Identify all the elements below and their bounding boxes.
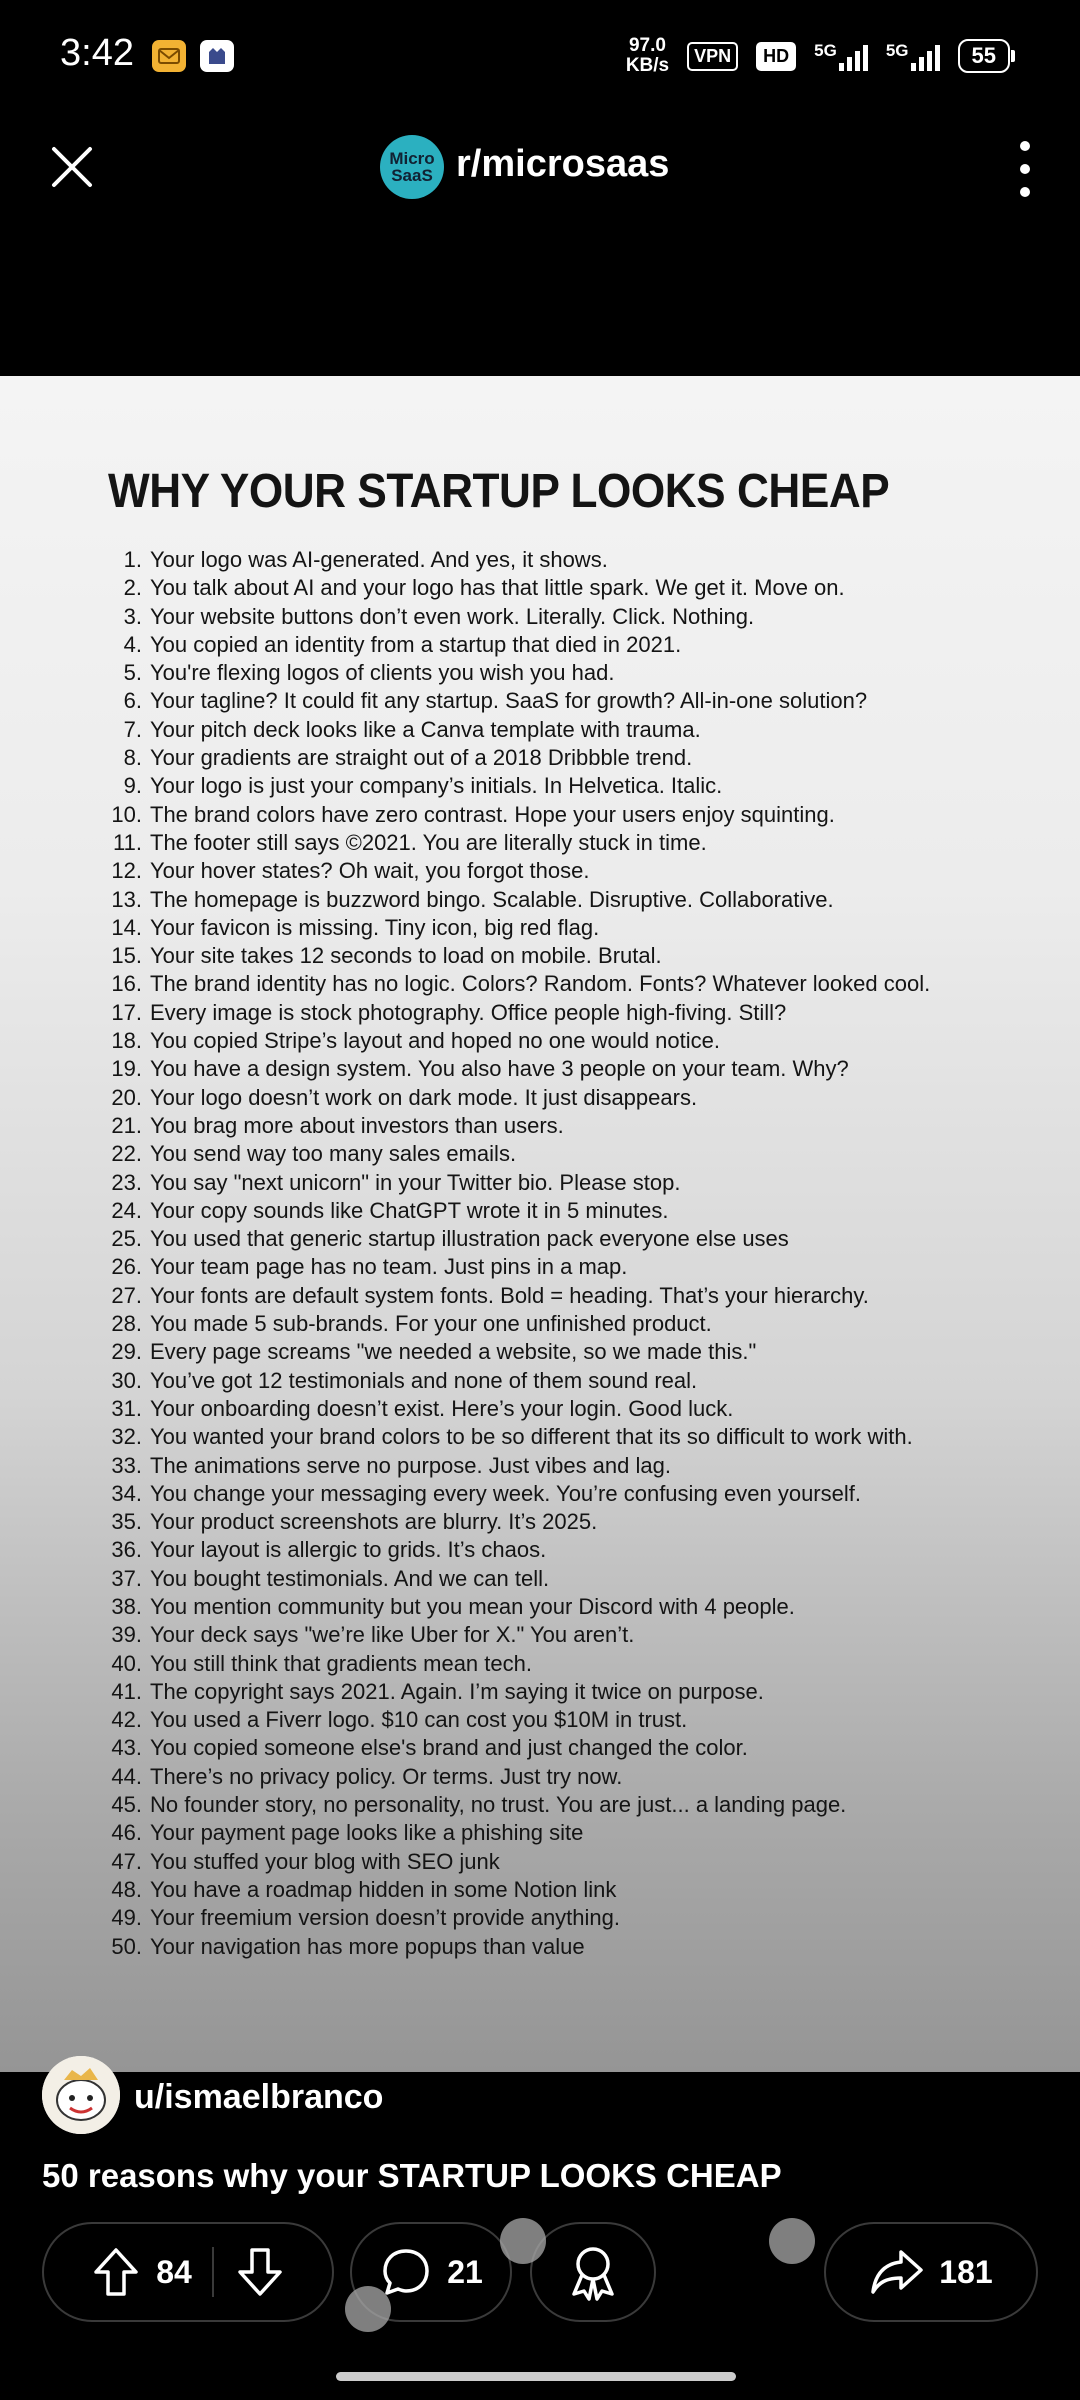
list-item-number: 20. [111,1084,142,1110]
arrow-up-icon [90,2244,142,2300]
list-item [100,631,1060,659]
list-item [100,1819,1060,1847]
list-item [100,1452,1060,1480]
vpn-badge: VPN [687,42,738,71]
list-item-number: 49. [111,1905,142,1931]
list-item [100,942,1060,970]
list-item-text: You wanted your brand colors to be so different that its so difficult to work with. [150,1424,913,1450]
list-item [100,970,1060,998]
list-item-text: Every image is stock photography. Office people high-fiving. Still? [150,999,787,1025]
vote-divider [212,2247,214,2297]
list-item-text: You used a Fiverr logo. $10 can cost you $10M in trust. [150,1707,688,1733]
comment-bubble-icon [379,2245,433,2299]
list-item-text: You copied someone else's brand and just changed the color. [150,1735,748,1761]
list-item-number: 10. [111,801,142,827]
list-item-number: 44. [111,1763,142,1789]
list-item-text: Your logo was AI-generated. And yes, it shows. [150,547,608,572]
list-item [100,1338,1060,1366]
list-item-number: 38. [111,1593,142,1619]
list-item-text: You copied an identity from a startup that died in 2021. [150,631,682,657]
home-indicator[interactable] [336,2372,736,2381]
list-item-number: 16. [111,971,142,997]
author-username[interactable]: u/ismaelbranco [134,2078,384,2116]
list-item-number: 39. [111,1622,142,1648]
list-item-number: 40. [111,1650,142,1676]
list-item-number: 14. [111,914,142,940]
subreddit-name[interactable]: r/microsaas [456,143,670,185]
more-options-button[interactable] [1010,141,1040,197]
list-item-number: 19. [111,1056,142,1082]
list-item [100,603,1060,631]
list-item-number: 3. [123,603,142,629]
post-title: 50 reasons why your STARTUP LOOKS CHEAP [42,2157,782,2194]
battery-indicator: 55 [958,39,1010,73]
list-item [100,1197,1060,1225]
list-item-text: You say "next unicorn" in your Twitter bio. Please stop. [150,1169,681,1195]
list-item-number: 28. [111,1311,142,1337]
list-item-number: 37. [111,1565,142,1591]
list-item [100,1621,1060,1649]
signal-2: 5G [886,41,940,71]
list-item-text: There’s no privacy policy. Or terms. Just try now. [150,1763,623,1789]
list-item-text: Your copy sounds like ChatGPT wrote it in 5 minutes. [150,1197,669,1223]
list-item [100,1367,1060,1395]
list-item-text: Your site takes 12 seconds to load on mobile. Brutal. [150,943,662,969]
list-item-number: 18. [111,1028,142,1054]
list-item-number: 8. [123,745,142,771]
award-button[interactable] [530,2222,656,2322]
list-item-text: Your tagline? It could fit any startup. SaaS for growth? All-in-one solution? [150,688,868,714]
list-item-text: The footer still says ©2021. You are literally stuck in time. [150,829,707,855]
list-item-text: Your website buttons don’t even work. Literally. Click. Nothing. [150,603,755,629]
list-item-number: 17. [111,999,142,1025]
list-item-number: 27. [111,1282,142,1308]
list-item-text: You brag more about investors than users. [150,1112,564,1138]
post-image[interactable] [0,376,1080,2072]
list-item [100,1282,1060,1310]
list-item-text: The homepage is buzzword bingo. Scalable. Disruptive. Collaborative. [150,886,834,912]
list-item-text: Your team page has no team. Just pins in a map. [150,1254,628,1280]
status-indicators [626,36,1010,76]
list-item [100,1084,1060,1112]
list-item-number: 11. [113,829,142,855]
list-item [100,1734,1060,1762]
list-item [100,1225,1060,1253]
list-item [100,1027,1060,1055]
status-time: 3:42 [60,32,134,74]
author-avatar[interactable] [42,2056,120,2134]
list-item-text: You still think that gradients mean tech. [150,1650,532,1676]
list-item [100,1395,1060,1423]
list-item-text: You have a roadmap hidden in some Notion link [150,1876,617,1902]
list-item-text: Your deck says "we’re like Uber for X." You aren’t. [150,1622,635,1648]
upvote-count: 84 [156,2253,192,2290]
list-item-number: 22. [111,1141,142,1167]
touch-indicator [769,2218,815,2264]
list-item [100,1933,1060,1961]
share-count: 181 [939,2253,993,2290]
image-title: WHY YOUR STARTUP LOOKS CHEAP [108,465,890,518]
hd-badge: HD [756,42,796,71]
list-item [100,1055,1060,1083]
subreddit-avatar[interactable]: Micro SaaS [380,135,444,199]
list-item-text: Your logo doesn’t work on dark mode. It just disappears. [150,1084,698,1110]
list-item [100,1480,1060,1508]
list-item-number: 46. [111,1820,142,1846]
list-item [100,1536,1060,1564]
list-item-number: 41. [111,1678,142,1704]
app-notification-icon [200,40,234,72]
touch-indicator [345,2286,391,2332]
list-item-number: 48. [111,1876,142,1902]
signal-bars-icon [911,41,940,71]
list-item [100,1169,1060,1197]
list-item [100,546,1060,574]
list-item-number: 4. [123,631,142,657]
post-viewer-header [0,115,1080,215]
share-arrow-icon [869,2246,925,2298]
list-item-text: The brand identity has no logic. Colors? Random. Fonts? Whatever looked cool. [150,971,931,997]
list-item [100,1253,1060,1281]
comment-count: 21 [447,2253,483,2290]
list-item-number: 47. [111,1848,142,1874]
list-item-text: The copyright says 2021. Again. I’m saying it twice on purpose. [150,1678,764,1704]
signal-1: 5G [814,41,868,71]
list-item-number: 43. [111,1735,142,1761]
list-item-number: 42. [111,1707,142,1733]
list-item-text: Your layout is allergic to grids. It’s chaos. [150,1537,547,1563]
list-item-number: 12. [111,858,142,884]
list-item-text: You copied Stripe’s layout and hoped no one would notice. [150,1028,720,1054]
award-icon [564,2242,622,2302]
list-item-text: You made 5 sub-brands. For your one unfinished product. [150,1311,712,1337]
list-item-text: Your navigation has more popups than value [150,1933,585,1959]
list-item-text: You talk about AI and your logo has that little spark. We get it. Move on. [150,575,845,601]
list-item [100,857,1060,885]
list-item-text: You used that generic startup illustration pack everyone else uses [150,1226,789,1252]
list-item [100,801,1060,829]
list-item [100,1508,1060,1536]
list-item [100,1904,1060,1932]
list-item [100,659,1060,687]
status-bar [0,0,1080,115]
list-item-number: 15. [111,943,142,969]
list-item-text: You have a design system. You also have 3 people on your team. Why? [150,1056,849,1082]
list-item [100,1593,1060,1621]
list-item [100,744,1060,772]
signal-bars-icon [839,41,868,71]
arrow-down-icon [234,2244,286,2300]
list-item-text: You're flexing logos of clients you wish you had. [150,660,615,686]
list-item [100,772,1060,800]
list-item-number: 1. [123,547,142,572]
list-item-text: Your gradients are straight out of a 2018 Dribbble trend. [150,745,693,771]
list-item-number: 33. [111,1452,142,1478]
more-vertical-icon [1020,141,1030,151]
close-icon [44,139,100,195]
list-item-text: Your favicon is missing. Tiny icon, big red flag. [150,914,600,940]
list-item-number: 31. [111,1395,142,1421]
list-item-text: Your payment page looks like a phishing site [150,1820,584,1846]
list-item [100,914,1060,942]
list-item [100,1876,1060,1904]
network-speed: 97.0 KB/s [625,35,670,76]
list-item [100,1848,1060,1876]
list-item-number: 5. [123,660,142,686]
list-item [100,1678,1060,1706]
list-item-text: You bought testimonials. And we can tell. [150,1565,550,1591]
list-item-number: 36. [111,1537,142,1563]
list-item [100,999,1060,1027]
list-item [100,829,1060,857]
reasons-list [100,546,1060,1961]
list-item [100,1310,1060,1338]
list-item-text: Your logo is just your company’s initials. In Helvetica. Italic. [150,773,723,799]
vote-control [42,2222,334,2322]
list-item [100,1650,1060,1678]
list-item [100,687,1060,715]
list-item-number: 25. [111,1226,142,1252]
list-item-text: Your fonts are default system fonts. Bold = heading. That’s your hierarchy. [150,1282,869,1308]
list-item [100,1112,1060,1140]
list-item [100,716,1060,744]
list-item-text: Your hover states? Oh wait, you forgot those. [150,858,590,884]
list-item-text: Your onboarding doesn’t exist. Here’s your login. Good luck. [150,1395,734,1421]
close-button[interactable] [44,139,100,195]
list-item-number: 21. [111,1112,142,1138]
mail-notification-icon [152,40,186,72]
list-item-text: Your pitch deck looks like a Canva template with trauma. [150,716,701,742]
list-item [100,1791,1060,1819]
list-item [100,1140,1060,1168]
list-item-number: 7. [123,716,142,742]
list-item-number: 23. [111,1169,142,1195]
downvote-button[interactable] [234,2244,286,2300]
list-item [100,1565,1060,1593]
upvote-button[interactable] [90,2244,142,2300]
list-item-number: 35. [111,1509,142,1535]
list-item-number: 32. [111,1424,142,1450]
list-item-number: 2. [123,575,142,601]
list-item-number: 26. [111,1254,142,1280]
list-item-number: 50. [111,1933,142,1959]
list-item-text: You change your messaging every week. You’re confusing even yourself. [150,1480,861,1506]
list-item-text: You mention community but you mean your Discord with 4 people. [150,1593,795,1619]
list-item-text: Your freemium version doesn’t provide anything. [150,1905,621,1931]
list-item-number: 24. [111,1197,142,1223]
share-button[interactable] [824,2222,1038,2322]
list-item-text: Your product screenshots are blurry. It’s 2025. [150,1509,598,1535]
list-item-text: You send way too many sales emails. [150,1141,517,1167]
list-item-number: 30. [111,1367,142,1393]
list-item-text: No founder story, no personality, no trust. You are just... a landing page. [150,1792,847,1818]
list-item-number: 45. [111,1792,142,1818]
list-item-text: Every page screams "we needed a website, so we made this." [150,1339,757,1365]
list-item-text: The animations serve no purpose. Just vibes and lag. [150,1452,671,1478]
list-item [100,1423,1060,1451]
list-item-text: The brand colors have zero contrast. Hope your users enjoy squinting. [150,801,835,827]
list-item [100,574,1060,602]
list-item [100,886,1060,914]
touch-indicator [500,2218,546,2264]
list-item-number: 29. [111,1339,142,1365]
list-item-text: You stuffed your blog with SEO junk [150,1848,500,1874]
list-item [100,1706,1060,1734]
list-item-number: 13. [111,886,142,912]
list-item-number: 6. [123,688,142,714]
list-item-text: You’ve got 12 testimonials and none of them sound real. [150,1367,698,1393]
list-item-number: 9. [123,773,142,799]
list-item-number: 34. [111,1480,142,1506]
list-item [100,1763,1060,1791]
